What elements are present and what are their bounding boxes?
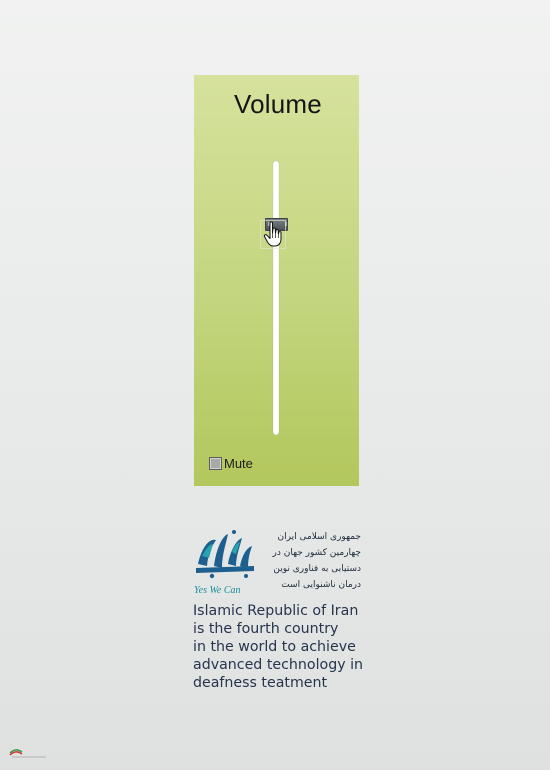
corner-logo-icon	[8, 745, 48, 763]
checkbox-icon[interactable]	[209, 457, 222, 470]
farsi-line: دستیابی به فناوری نوین	[273, 564, 361, 574]
logo-caption: Yes We Can	[194, 585, 241, 596]
english-text-block	[193, 602, 363, 692]
farsi-line: چهارمین کشور جهان در	[272, 548, 361, 558]
mute-checkbox[interactable]	[209, 456, 253, 471]
logo-mark-icon	[194, 526, 256, 580]
english-line: Islamic Republic of Iran	[193, 603, 359, 619]
farsi-line: درمان ناشنوایی است	[281, 580, 361, 590]
farsi-line: جمهوری اسلامی ایران	[277, 532, 361, 542]
mute-label: Mute	[224, 456, 253, 471]
volume-panel	[194, 75, 359, 486]
english-line: in the world to achieve	[193, 639, 356, 655]
farsi-text-block	[257, 529, 361, 593]
hand-cursor-icon	[260, 220, 286, 250]
volume-slider-track[interactable]	[273, 161, 279, 435]
english-line: deafness teatment	[193, 675, 328, 691]
english-line: is the fourth country	[193, 621, 339, 637]
english-line: advanced technology in	[193, 657, 364, 673]
volume-title: Volume	[234, 89, 322, 119]
